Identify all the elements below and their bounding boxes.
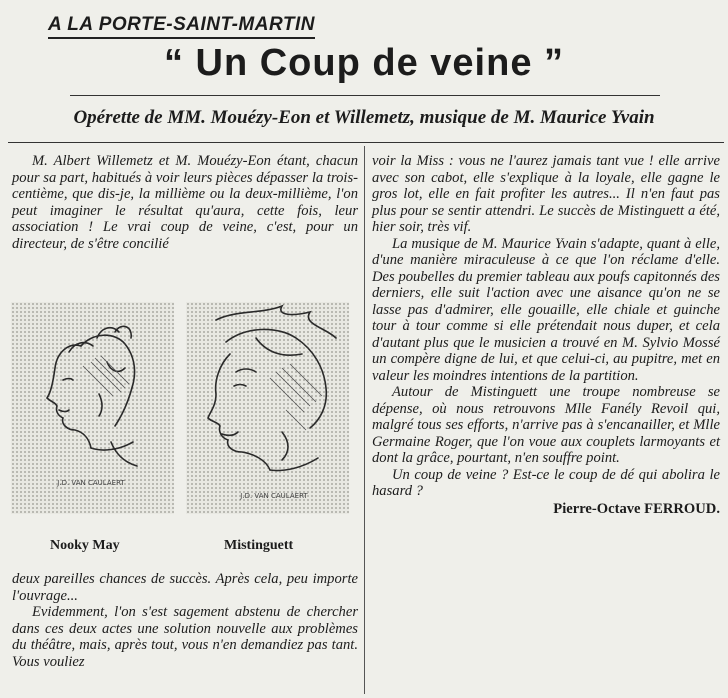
column-top-rule [8, 142, 724, 143]
column-divider [364, 146, 365, 694]
portrait-mistinguett [186, 302, 349, 514]
caption-nooky-may: Nooky May [50, 538, 120, 553]
author-signature: Pierre-Octave FERROUD. [553, 500, 720, 517]
portrait-right-signature: J.D. VAN CAULAERT [240, 492, 308, 500]
paragraph-conclusion: Un coup de veine ? Est-ce le coup de dé qui abolira le hasard ? [372, 466, 720, 499]
subtitle: Opérette de MM. Mouézy-Eon et Willemetz, musique de M. Maurice Yvain [73, 107, 655, 128]
section-kicker: A LA PORTE-SAINT-MARTIN [48, 14, 315, 39]
portrait-nooky-may [11, 302, 174, 514]
title-rule [70, 95, 660, 96]
paragraph-miss: voir la Miss : vous ne l'aurez jamais tant vue ! elle arrive avec son cabot, elle s'explique à la loyale, elle gagne le gros lot, elle en fait profiter les autres... Il n'en faut pas plus pour se sentir attendri. Le succès de Mistinguett a été, hier soir, très vif. [372, 153, 720, 235]
headline: “ Un Coup de veine ” [163, 42, 565, 84]
paragraph-troupe: Autour de Mistinguett une troupe nombreuse se dépense, où nous retrouvons Mlle Fanély Revoil qui, malgré tous ses efforts, n'arrive pas à s'encanailler, et Mlle Germaine Roger, que l'on voue aux couplets larmoyants et dont la grâce, pourtant, n'en souffre point. [372, 384, 720, 466]
column-left-top [12, 153, 358, 252]
column-right [372, 153, 720, 517]
caption-mistinguett: Mistinguett [224, 538, 294, 553]
portrait-nooky-may-sketch [11, 302, 174, 514]
paragraph-musique: La musique de M. Maurice Yvain s'adapte, quant à elle, d'une manière miraculeuse à ce que l'on réclame d'elle. Des poubelles du premier tableau aux poufs capitonnés des derniers, elle suit l'action avec une aisance qu'on ne se lasse pas d'admirer, elle gouaille, elle chiale et guinche tour à tour comme si elle prétendait nous duper, et cela d'autant plus que le musicien a trouvé en M. Sylvio Mossé un compère digne de lui, et que celui-ci, au pupitre, met en valeur les moindres intentions de la partition. [372, 235, 720, 384]
portrait-left-signature: J.D. VAN CAULAERT [57, 479, 125, 487]
portrait-mistinguett-sketch [186, 302, 349, 514]
column-left-bottom [12, 571, 358, 670]
paragraph-intro: M. Albert Willemetz et M. Mouézy-Eon étant, chacun pour sa part, habitués à voir leurs pièces dépasser la trois-centième, que dis-je, la millième ou la deux-millième, l'on peut imaginer le résultat qu'aura, cette fois, leur association ! Le vrai coup de veine, c'est, pour un directeur, de s'être concilié [12, 153, 358, 252]
paragraph-continued: deux pareilles chances de succès. Après cela, peu importe l'ouvrage... [12, 571, 358, 604]
paragraph-evidemment: Evidemment, l'on s'est sagement abstenu de chercher dans ces deux actes une solution nouvelle aux problèmes du théâtre, mais, après tout, vous n'en demandiez pas tant. Vous vouliez [12, 604, 358, 670]
